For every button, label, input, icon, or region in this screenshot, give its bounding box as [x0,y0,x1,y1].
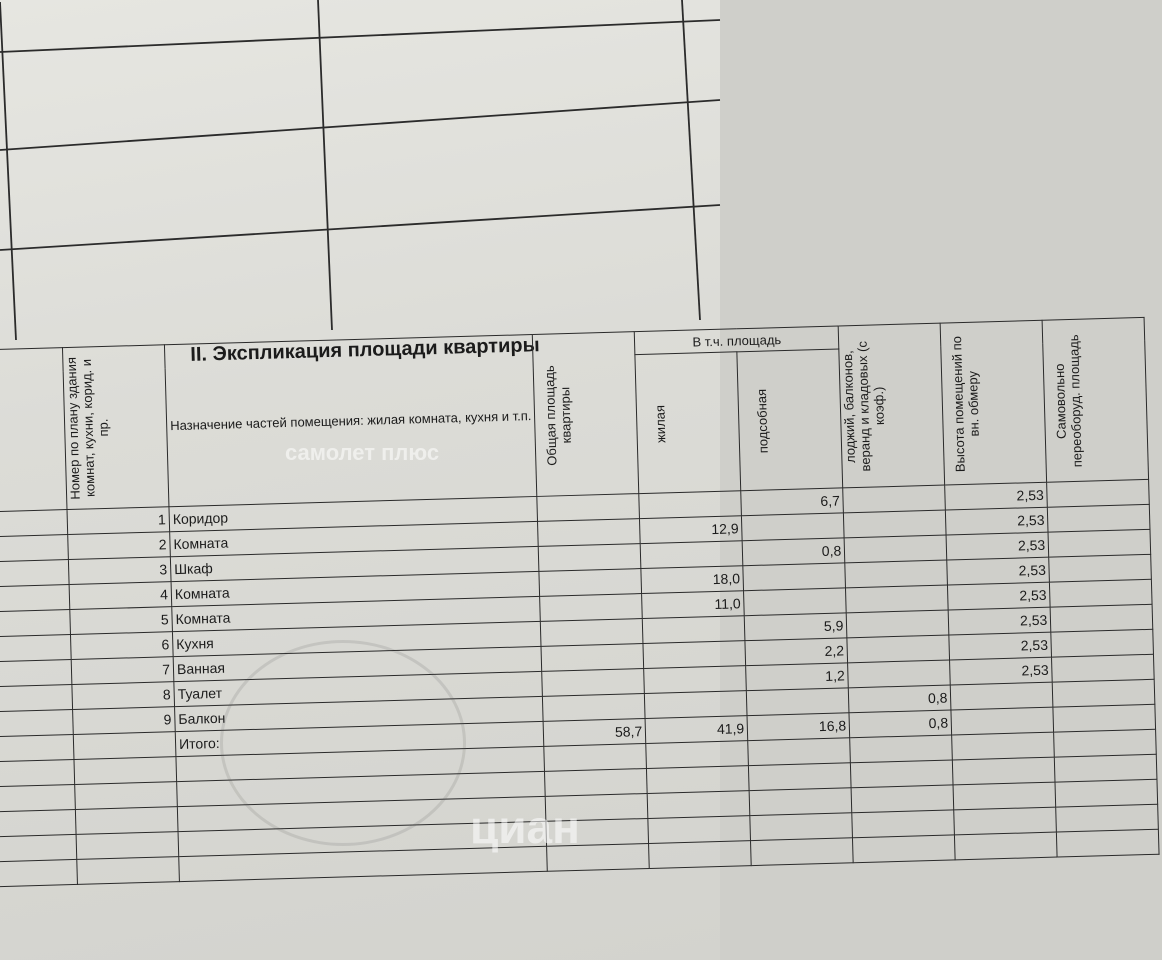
cell-purpose: Комната [172,596,541,631]
cell-litera [0,709,73,737]
cell-total [542,669,645,697]
cell-living [640,541,743,569]
cell-total [541,644,644,672]
cell-living [643,641,746,669]
cell-selfmade [1050,604,1153,632]
cell-loggia [848,660,951,688]
cell-loggia [843,485,946,513]
cell-litera [0,685,73,713]
cell-height [951,707,1054,735]
cell-room-no: 7 [71,657,174,685]
cell-loggia [844,535,947,563]
watermark-corner: циан [470,801,580,853]
col-header-loggia: лоджий, балконов, веранд и кладовых (с коэф.) [838,323,944,488]
cell-aux: 1,2 [746,663,849,691]
faded-stamp [220,640,466,846]
cell-height: 2,53 [949,632,1052,660]
cell-living: 18,0 [641,566,744,594]
cell-litera [0,660,72,688]
cell-litera [0,585,70,613]
cell-purpose: Туалет [174,671,543,706]
cell-loggia: 0,8 [849,685,952,713]
cell-room-no: 4 [69,582,172,610]
cell-litera [0,734,74,762]
section-title: II. Экспликация площади квартиры [190,334,540,366]
cell-aux [744,588,847,616]
cell-purpose: Балкон [175,696,544,731]
cell-litera [0,535,68,563]
cell-purpose: Шкаф [170,546,539,581]
cell-total [540,594,643,622]
cell-loggia [844,510,947,538]
upper-empty-table [0,0,720,340]
cell-living [644,666,747,694]
col-header-living: жилая [635,352,741,494]
cell-selfmade [1048,504,1151,532]
cell-litera [0,635,71,663]
cell-living [645,691,748,719]
cell-room-no: 3 [68,557,171,585]
cell-loggia [845,560,948,588]
col-header-selfmade: Самовольно переоборуд. площадь [1042,317,1148,482]
cell-room-no: 2 [68,532,171,560]
cell-room-no: 6 [70,632,173,660]
cell-purpose: Комната [171,571,540,606]
cell-room-no: 8 [72,682,175,710]
cell-litera [0,510,68,538]
cell-height: 2,53 [950,657,1053,685]
totals-aux: 16,8 [747,713,850,741]
cell-loggia [847,635,950,663]
cell-total [543,694,646,722]
col-header-total: Общая площадь квартиры [533,332,639,497]
totals-total: 58,7 [543,719,646,747]
cell-purpose: Кухня [172,621,541,656]
cell-litera [0,610,70,638]
cell-aux [747,688,850,716]
col-header-height: Высота помещений по вн. обмеру [940,320,1046,485]
cell-height: 2,53 [946,507,1049,535]
cell-aux [742,513,845,541]
cell-total [539,544,642,572]
cell-height: 2,53 [948,607,1051,635]
cell-selfmade [1053,679,1156,707]
cell-selfmade [1049,554,1152,582]
cell-height: 2,53 [945,482,1048,510]
cell-total [537,494,640,522]
cell-total [541,619,644,647]
cell-purpose: Комната [170,521,539,556]
cell-aux: 2,2 [745,638,848,666]
col-header-purpose: Назначение частей помещения: жилая комната, кухня и т.п. [164,335,537,507]
col-header-incl: В т.ч. площадь [635,326,840,355]
cell-height [951,682,1054,710]
cell-height: 2,53 [947,557,1050,585]
cell-loggia [846,610,949,638]
col-header-litera [0,348,67,513]
cell-aux: 0,8 [742,538,845,566]
totals-label: Итого: [175,721,544,756]
cell-height: 2,53 [946,532,1049,560]
cell-selfmade [1047,479,1150,507]
cell-selfmade [1048,529,1151,557]
cell-selfmade [1051,629,1154,657]
col-header-aux: подсобная [737,349,843,491]
cell-room-no: 5 [70,607,173,635]
cell-height: 2,53 [948,582,1051,610]
cell-litera [0,560,69,588]
cell-aux: 5,9 [745,613,848,641]
cell-living: 12,9 [640,516,743,544]
cell-selfmade [1052,654,1155,682]
cell-selfmade [1053,704,1156,732]
totals-loggia: 0,8 [849,710,952,738]
cell-room-no: 9 [73,707,176,735]
cell-loggia [846,585,949,613]
cell-purpose: Ванная [173,646,542,681]
cell-living [643,616,746,644]
cell-total [539,569,642,597]
cell-room-no: 1 [67,507,170,535]
cell-purpose: Коридор [169,496,538,531]
cell-living: 11,0 [642,591,745,619]
totals-living: 41,9 [645,716,748,744]
explication-table-wrap [0,328,1086,950]
col-header-room-no: Номер по плану здания комнат, кухни, корид. и пр. [62,345,168,510]
cell-room-no [73,732,176,760]
watermark-center: самолет плюс [285,440,440,465]
cell-aux [743,563,846,591]
cell-total [538,519,641,547]
cell-selfmade [1050,579,1153,607]
cell-aux: 6,7 [741,488,844,516]
